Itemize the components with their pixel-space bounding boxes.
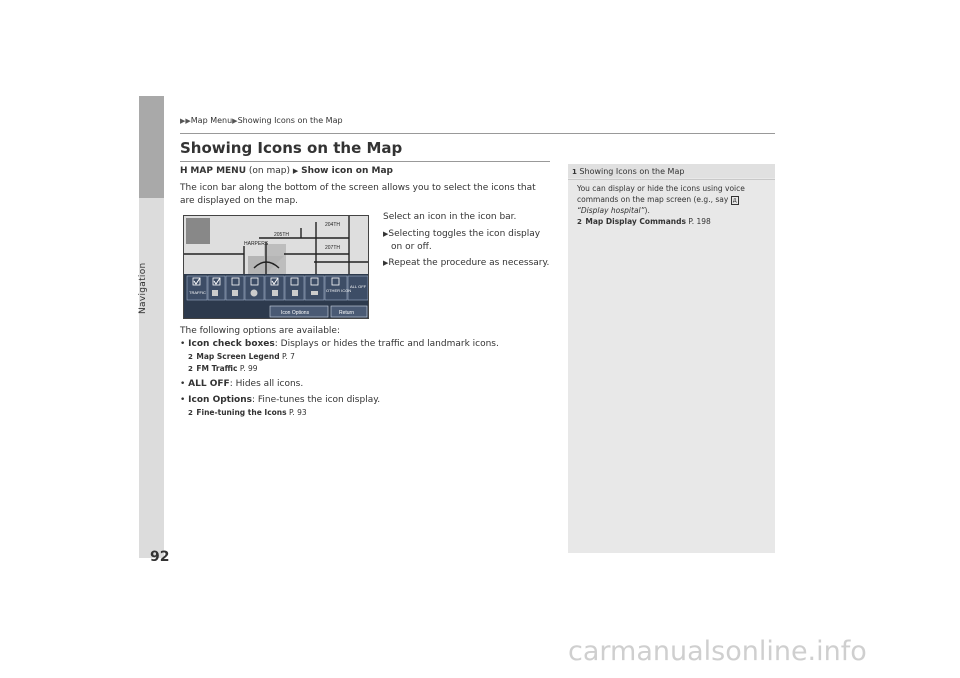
option-icon-check-boxes: • Icon check boxes: Displays or hides the traffic and landmark icons. bbox=[180, 339, 499, 349]
icon-options-label: Icon Options bbox=[281, 310, 310, 316]
sidenote-body bbox=[577, 183, 767, 227]
sidebar-label: Navigation bbox=[138, 262, 148, 314]
step-sub-1 bbox=[383, 228, 553, 254]
breadcrumb-item-2: Showing Icons on the Map bbox=[237, 116, 343, 125]
nav-screen-image bbox=[183, 215, 369, 319]
street-label: 205TH bbox=[274, 232, 290, 238]
page-title: Showing Icons on the Map bbox=[180, 139, 403, 157]
option-name: Icon Options bbox=[188, 395, 253, 405]
step-sub-2-text: Repeat the procedure as necessary. bbox=[388, 258, 550, 268]
options-list bbox=[180, 325, 560, 419]
ref-name: Fine-tuning the Icons bbox=[196, 408, 287, 417]
option-desc: : Hides all icons. bbox=[229, 379, 304, 389]
ref-name: FM Traffic bbox=[196, 364, 238, 373]
cross-reference[interactable] bbox=[577, 217, 711, 226]
return-label: Return bbox=[339, 310, 355, 316]
cross-reference[interactable] bbox=[180, 363, 560, 375]
menu-path-target: Show icon on Map bbox=[301, 166, 393, 176]
sidenote-title bbox=[572, 167, 684, 176]
triangle-icon: ▶ bbox=[383, 230, 389, 238]
ref-page: P. 99 bbox=[237, 364, 258, 373]
icon-bar bbox=[187, 276, 368, 300]
reference-icon: 2 bbox=[188, 365, 193, 373]
watermark: carmanualsonline.info bbox=[568, 636, 867, 667]
option-icon-options: • Icon Options: Fine-tunes the icon display. bbox=[180, 395, 381, 405]
breadcrumb-item-1: Map Menu bbox=[190, 116, 233, 125]
option-desc: : Displays or hides the traffic and landmark icons. bbox=[274, 339, 499, 349]
ref-page: P. 93 bbox=[286, 408, 307, 417]
ref-name: Map Display Commands bbox=[585, 217, 686, 226]
reference-icon: 2 bbox=[188, 353, 193, 361]
street-label: 204TH bbox=[325, 222, 341, 228]
breadcrumb bbox=[180, 116, 343, 125]
triangle-icon: ▶ bbox=[232, 117, 238, 125]
ref-name: Map Screen Legend bbox=[196, 352, 280, 361]
menu-path-menu: MAP MENU bbox=[190, 166, 247, 176]
triangle-icon: ▶ bbox=[383, 259, 389, 267]
ref-page: P. 198 bbox=[685, 217, 711, 226]
traffic-label: TRAFFIC bbox=[189, 290, 206, 295]
triangle-icon: ▶ bbox=[292, 167, 299, 175]
menu-path-context: (on map) bbox=[246, 166, 293, 176]
page-number: 92 bbox=[150, 549, 170, 565]
step-sub-1-text: Selecting toggles the icon display on or off. bbox=[388, 229, 541, 252]
sidenote-example: “Display hospital” bbox=[577, 206, 645, 215]
voice-icon: д bbox=[732, 197, 737, 204]
sidebar-tab bbox=[139, 96, 164, 198]
all-off-label: ALL OFF bbox=[350, 284, 367, 289]
options-intro: The following options are available: bbox=[180, 326, 341, 336]
home-icon: H bbox=[180, 166, 188, 176]
other-icon-label: OTHER ICON bbox=[326, 288, 352, 293]
street-label: 207TH bbox=[325, 245, 341, 251]
header-divider bbox=[180, 133, 775, 134]
option-desc: : Fine-tunes the icon display. bbox=[252, 395, 381, 405]
cross-reference[interactable] bbox=[180, 407, 560, 419]
street-label: HARPERS bbox=[244, 241, 269, 247]
sidenote-text: You can display or hide the icons using voice commands on the map screen (e.g., say bbox=[577, 184, 745, 204]
reference-icon: 2 bbox=[577, 218, 582, 226]
option-all-off: • ALL OFF: Hides all icons. bbox=[180, 379, 304, 389]
intro-text: The icon bar along the bottom of the screen allows you to select the icons that are displayed on the map. bbox=[180, 183, 536, 206]
cross-reference[interactable] bbox=[180, 351, 560, 363]
triangle-icon: ▶▶ bbox=[180, 117, 191, 125]
option-name: ALL OFF bbox=[188, 379, 230, 389]
sidenote-divider bbox=[568, 179, 775, 180]
title-divider bbox=[180, 161, 550, 162]
step-sub-2 bbox=[383, 257, 553, 270]
sidenote-title-text: Showing Icons on the Map bbox=[579, 167, 685, 176]
sidenote-text-end: ). bbox=[644, 206, 650, 215]
nav-screen-svg bbox=[184, 216, 369, 319]
menu-path bbox=[180, 166, 393, 176]
ref-page: P. 7 bbox=[279, 352, 295, 361]
reference-icon: 2 bbox=[188, 409, 193, 417]
steps bbox=[383, 211, 553, 273]
step-main: Select an icon in the icon bar. bbox=[383, 212, 517, 222]
note-icon: 1 bbox=[572, 168, 577, 176]
option-name: Icon check boxes bbox=[188, 339, 275, 349]
